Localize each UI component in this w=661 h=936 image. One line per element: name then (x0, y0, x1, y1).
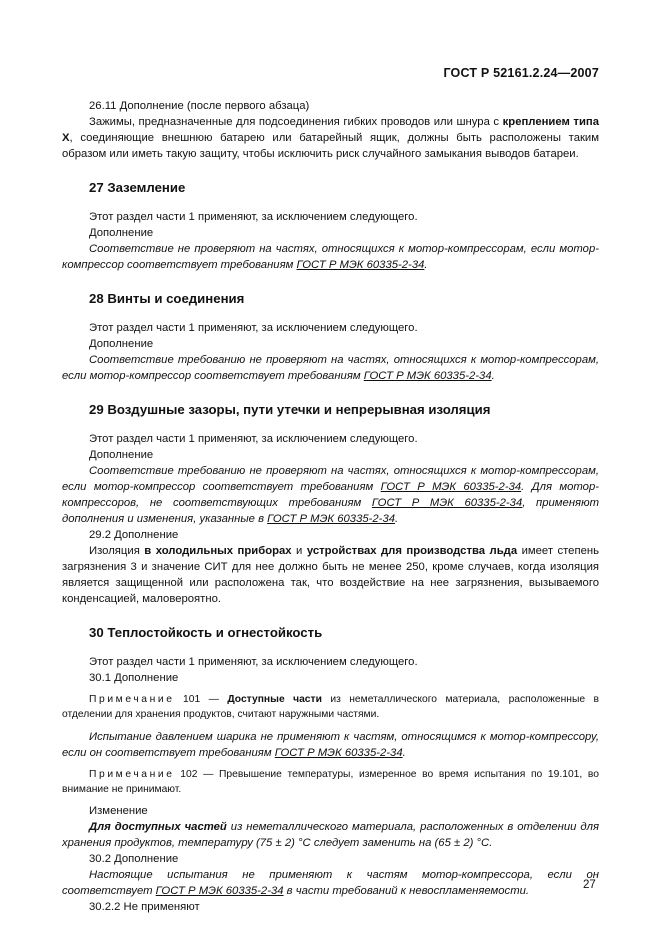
s28-line1: Этот раздел части 1 применяют, за исключением следующего. (89, 322, 418, 334)
clause-26-11-text: Зажимы, предназначенные для подсоединения гибких проводов или шнура с креплением типа X, соединяющие внешнюю батарею или батарейный ящик, должны быть расположены таким образом или иметь такую защиту, чтобы исключить риск случайного замыкания выводов батареи. (62, 116, 600, 160)
gost-reference-link: ГОСТ Р МЭК 60335-2-34 (371, 497, 523, 509)
gost-reference-link: ГОСТ Р МЭК 60335-2-34 (267, 513, 396, 525)
s29-line1: Этот раздел части 1 применяют, за исключением следующего. (89, 433, 418, 445)
s27-line2: Дополнение (89, 227, 154, 239)
clause-29-2: 29.2 Дополнение (89, 529, 179, 541)
document-body (62, 98, 599, 915)
gost-reference-link: ГОСТ Р МЭК 60335-2-34 (380, 481, 522, 493)
change-label: Изменение (89, 805, 148, 818)
s28-line3: Соответствие требованию не проверяют на частях, относящихся к мотор-компрессорам, если мотор-компрессор соответствует требованиям ГОСТ Р МЭК 60335-2-34. (62, 354, 599, 382)
note-102: Примечание 102 — Превышение температуры, измеренное во время испытания по 19.101, во внимание не принимают. (62, 769, 599, 795)
clause-30-2-text: Настоящие испытания не применяют к частям мотор-компрессора, если он соответствует ГОСТ Р МЭК 60335-2-34 в части требований к невоспламеняемости. (62, 869, 599, 898)
page-number: 27 (583, 879, 596, 891)
s29-line2: Дополнение (89, 449, 154, 461)
s30-line3: Испытание давлением шарика не применяют к частям, относящимся к мотор-компрессору, если он соответствует требованиям ГОСТ Р МЭК 60335-2-34. (62, 731, 599, 760)
s29-line3: Соответствие требованию не проверяют на частях, относящихся к мотор-компрессорам, если мотор-компрессор соответствует требованиям ГОСТ Р МЭК 60335-2-34. Для мотор-компрессоров, не соответствующих требованиям ГОСТ Р МЭК 60335-2-34, применяют дополнения и изменения, указанные в ГОСТ Р МЭК 60335-2-34. (62, 465, 600, 525)
gost-reference-link: ГОСТ Р МЭК 60335-2-34 (155, 885, 284, 898)
document-header: ГОСТ Р 52161.2.24—2007 (443, 66, 599, 80)
gost-reference-link: ГОСТ Р МЭК 60335-2-34 (363, 370, 492, 382)
note-101: Примечание 101 — Доступные части из неметаллического материала, расположенные в отделении для хранения продуктов, считают наружными частями. (62, 694, 599, 720)
clause-29-2-text: Изоляция в холодильных приборах и устройствах для производства льда имеет степень загрязнения 3 и значение СИТ для нее должно быть не менее 250, кроме случаев, когда изоляция является защищенной или расположена так, что воздействие на нее загрязнения, вызываемого конденсацией, маловероятно. (62, 545, 599, 605)
clause-30-2: 30.2 Дополнение (89, 853, 179, 866)
clause-26-11: 26.11 Дополнение (после первого абзаца) (89, 100, 310, 112)
section-28-title: 28 Винты и соединения (89, 291, 245, 306)
clause-30-2-2: 30.2.2 Не применяют (89, 901, 200, 914)
clause-30-1: 30.1 Дополнение (89, 672, 179, 684)
section-30-title: 30 Теплостойкость и огнестойкость (89, 625, 323, 640)
gost-reference-link: ГОСТ Р МЭК 60335-2-34 (296, 259, 425, 271)
gost-reference-link: ГОСТ Р МЭК 60335-2-34 (274, 747, 403, 760)
s28-line2: Дополнение (89, 338, 154, 350)
s27-line3: Соответствие не проверяют на частях, относящихся к мотор-компрессорам, если мотор-компрессор соответствует требованиям ГОСТ Р МЭК 60335-2-34. (62, 243, 599, 271)
s27-line1: Этот раздел части 1 применяют, за исключением следующего. (89, 211, 418, 223)
s30-line1: Этот раздел части 1 применяют, за исключением следующего. (89, 656, 418, 668)
section-27-title: 27 Заземление (89, 180, 186, 195)
section-29-title: 29 Воздушные зазоры, пути утечки и непрерывная изоляция (89, 402, 491, 417)
change-text: Для доступных частей из неметаллического материала, расположенных в отделении для хранения продуктов, температуру (75 ± 2) °С следует заменить на (65 ± 2) °С. (62, 821, 599, 850)
